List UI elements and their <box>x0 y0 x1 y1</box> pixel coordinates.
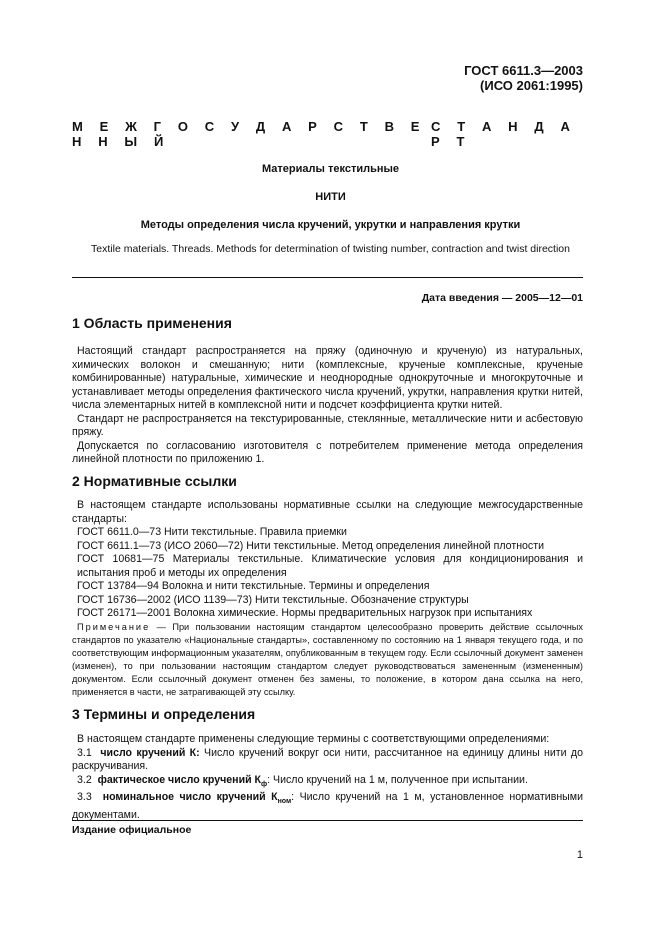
term-name <box>98 774 268 786</box>
reference-item: ГОСТ 6611.0—73 Нити текстильные. Правила приемки <box>77 526 347 538</box>
note <box>72 621 583 699</box>
term-number: 3.2 <box>77 773 92 786</box>
standard-identifier <box>464 63 583 93</box>
term-name <box>102 791 292 806</box>
title-line-3: Методы определения числа кручений, укрутки и направления крутки <box>140 219 521 231</box>
term-subscript: ф <box>261 780 268 788</box>
section-3-body <box>72 733 583 822</box>
section-1-heading: 1 Область применения <box>72 315 232 331</box>
term-3-2 <box>72 774 583 792</box>
term-definition: : Число кручений на 1 м, установленное нормативными документами. <box>72 791 583 821</box>
section-1-body <box>72 345 583 467</box>
section-1-paragraph-2: Стандарт не распространяется на текстурированные, стеклянные, металлические нити и асбестовую пряжу. <box>72 412 583 438</box>
term-subscript: ном <box>277 798 292 806</box>
term-name: число кручений К: <box>100 746 200 759</box>
section-1-paragraph-1: Настоящий стандарт распространяется на пряжу (одиночную и крученую) из натуральных, химических волокон и смешанную; нити (комплексные, крученые комплексные, крученые комбинированные) натуральные, химические и неоднородные однокруточные и многокруточные и устанавливает методы определения фактического числа кручений, укрутки, направления крутки нитей, числа элементарных нитей в комплексной нити и подсчет коэффициента крутки нитей. <box>72 345 583 411</box>
reference-item: ГОСТ 10681—75 Материалы текстильные. Климатические условия для кондиционирования и испытания проб и методы их определения <box>77 553 583 579</box>
bottom-divider <box>72 820 583 821</box>
section-2-intro: В настоящем стандарте использованы нормативные ссылки на следующие межгосударственные стандарты: <box>72 499 583 525</box>
standard-number: ГОСТ 6611.3—2003 <box>464 63 583 78</box>
term-number: 3.3 <box>77 791 92 804</box>
title-line-2: НИТИ <box>315 191 346 203</box>
title-line-1: Материалы текстильные <box>262 163 399 175</box>
iso-reference: (ИСО 2061:1995) <box>480 78 583 93</box>
term-3-3 <box>72 791 583 822</box>
introduction-date: Дата введения — 2005—12—01 <box>421 292 583 304</box>
reference-item: ГОСТ 13784—94 Волокна и нити текстильные. Термины и определения <box>77 580 430 592</box>
term-3-1 <box>72 747 583 774</box>
reference-item: ГОСТ 26171—2001 Волокна химические. Нормы предварительных нагрузок при испытаниях <box>77 607 533 619</box>
page-number: 1 <box>576 849 583 861</box>
note-label: Примечание <box>77 621 151 632</box>
reference-item: ГОСТ 16736—2002 (ИСО 1139—73) Нити текстильные. Обозначение структуры <box>77 593 469 606</box>
section-3-intro: В настоящем стандарте применены следующие термины с соответствующими определениями: <box>77 733 550 745</box>
note-text: — При пользовании настоящим стандартом целесообразно проверить действие ссылочных стандартов по указателю «Национальные стандарты», составленному по состоянию на 1 января текущего года, и по соответствующим информационным указателям, опубликованным в текущем году. Если ссылочный документ заменен (изменен), то при пользовании настоящим стандартом следует руководствоваться замененным (измененным) документом. Если ссылочный документ отменен без замены, то положение, в котором дана ссылка на него, применяется в части, не затрагивающей эту ссылку. <box>72 621 583 697</box>
banner-left: М Е Ж Г О С У Д А Р С Т В Е Н Н Ы Й <box>72 119 427 149</box>
reference-item: ГОСТ 6611.1—73 (ИСО 2060—72) Нити текстильные. Метод определения линейной плотности <box>77 539 544 552</box>
section-3-heading: 3 Термины и определения <box>72 706 256 722</box>
section-1-paragraph-3: Допускается по согласованию изготовителя с потребителем применение метода определения линейной плотности по приложению 1. <box>72 439 583 465</box>
section-2-body <box>72 499 583 699</box>
interstate-standard-banner <box>72 119 583 149</box>
official-edition-label: Издание официальное <box>72 824 192 836</box>
banner-right: С Т А Н Д А Р Т <box>431 119 577 149</box>
term-name-text: фактическое число кручений К <box>97 773 262 786</box>
term-name-text: номинальное число кручений К <box>102 791 278 804</box>
section-2-heading: 2 Нормативные ссылки <box>72 473 237 489</box>
term-definition: : Число кручений на 1 м, полученное при испытании. <box>267 773 528 786</box>
title-english: Textile materials. Threads. Methods for determination of twisting number, contraction and twist direction <box>91 243 570 255</box>
top-divider <box>72 277 583 278</box>
term-number: 3.1 <box>77 746 92 759</box>
term-definition: Число кручений вокруг оси нити, рассчитанное на единицу длины нити до раскручивания. <box>72 746 583 772</box>
